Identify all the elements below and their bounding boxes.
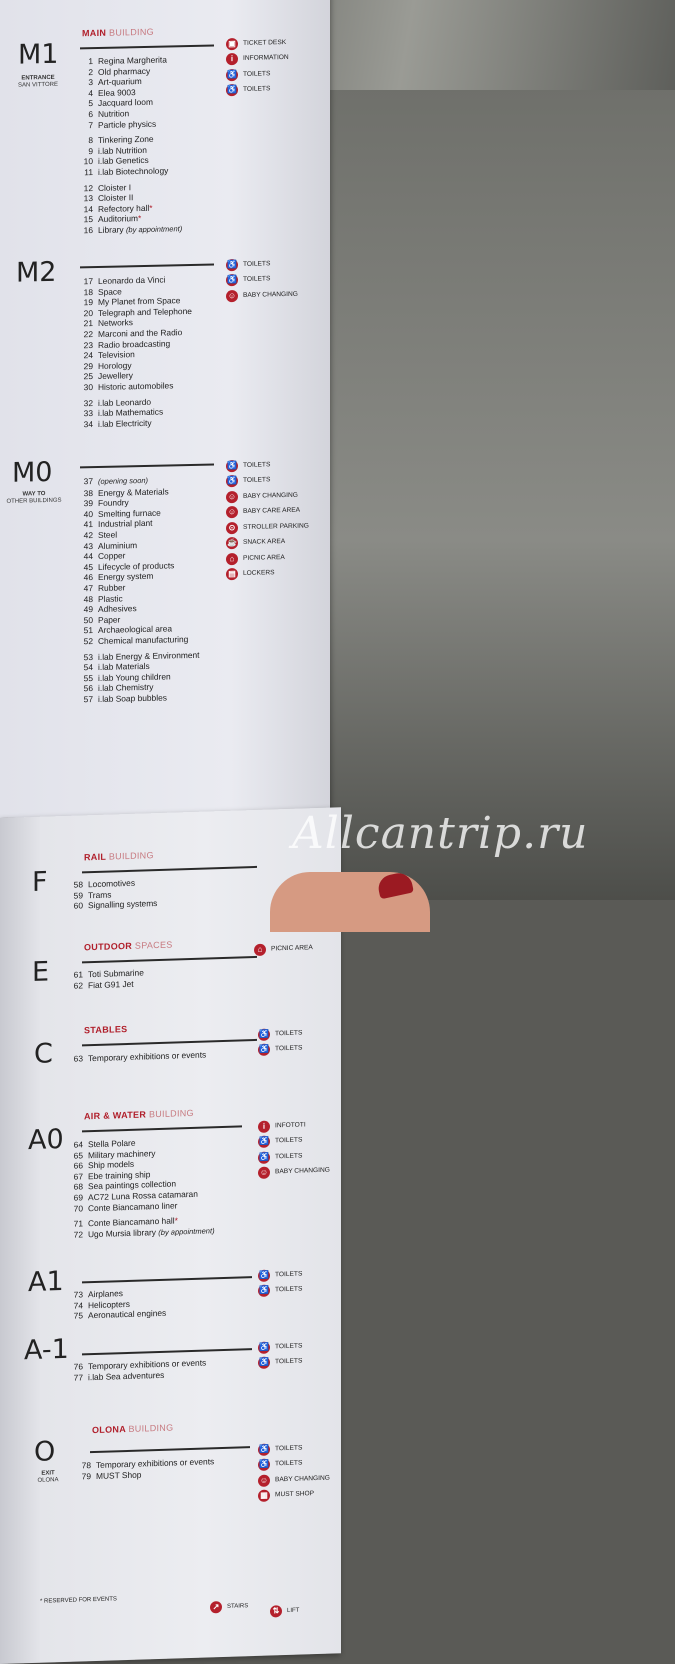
divider (80, 464, 214, 469)
item-label: Regina Margherita (98, 54, 167, 66)
item-number: 2 (88, 66, 93, 77)
service-label: TOILETS (243, 461, 271, 469)
list-item (66, 1308, 166, 1322)
service-label: TOILETS (275, 1444, 303, 1453)
list-a1 (66, 1287, 166, 1322)
services-a1 (258, 1266, 302, 1298)
item-number: 11 (84, 166, 93, 178)
item-label: i.lab Energy & Environment (98, 649, 200, 662)
item-number: 75 (73, 1310, 83, 1321)
item-number: 21 (83, 318, 93, 329)
service-label: BABY CARE AREA (243, 506, 301, 516)
services-a-minus1 (258, 1338, 302, 1370)
stairs-legend: ↗ STAIRS (210, 1600, 248, 1613)
item-number: 12 (83, 182, 93, 193)
item-label: i.lab Leonardo (98, 396, 152, 408)
item-label: Chemical manufacturing (98, 633, 189, 646)
service-item (258, 1471, 330, 1489)
item-number: 74 (73, 1299, 83, 1311)
item-label: Toti Submarine (88, 967, 144, 980)
divider (82, 956, 257, 963)
service-item (226, 519, 309, 536)
service-item (226, 550, 309, 567)
item-label: Conte Biancamano hall* (88, 1215, 178, 1229)
toilets-icon: ♿ (258, 1459, 270, 1471)
service-item (254, 940, 313, 957)
item-label: Temporary exhibitions or events (88, 1357, 207, 1372)
item-label: Historic automobiles (98, 380, 174, 392)
level-c-label: C (34, 1038, 53, 1070)
item-label: Plastic (98, 592, 123, 604)
services-m0 (226, 457, 309, 583)
item-number: 58 (73, 879, 83, 890)
level-m1-sub: ENTRANCE SAN VITTORE (18, 74, 58, 89)
item-number: 16 (83, 224, 93, 236)
item-label: i.lab Nutrition (98, 144, 147, 156)
toilets-icon: ♿ (258, 1285, 270, 1297)
services-m1 (226, 35, 289, 98)
service-label: BABY CHANGING (275, 1166, 330, 1176)
item-label: (opening soon) (98, 475, 149, 486)
item-number: 56 (83, 683, 93, 694)
item-number: 3 (88, 77, 93, 88)
service-label: TOILETS (243, 275, 271, 284)
section-title-outdoor: OUTDOOR SPACES (84, 939, 173, 953)
item-label: Aeronautical engines (88, 1307, 167, 1321)
item-number: 33 (83, 408, 93, 419)
level-a0-label: A0 (28, 1123, 64, 1157)
item-number: 45 (83, 561, 93, 572)
item-label: My Planet from Space (98, 295, 181, 308)
list-e (66, 967, 144, 991)
left-page (0, 0, 330, 818)
toilets-icon: ♿ (226, 259, 238, 271)
level-f-label: F (32, 866, 48, 898)
item-number: 79 (81, 1470, 91, 1482)
item-number: 49 (83, 604, 93, 615)
item-label: Tinkering Zone (98, 133, 154, 146)
service-label: BABY CHANGING (243, 491, 298, 500)
item-number: 63 (73, 1053, 83, 1064)
item-number: 62 (73, 979, 83, 991)
toilets-icon: ♿ (258, 1357, 270, 1369)
picnic-area-icon: ⌂ (254, 943, 266, 955)
item-label: Helicopters (88, 1298, 130, 1310)
service-item (226, 534, 309, 551)
service-label: BABY CHANGING (275, 1474, 330, 1484)
service-label: TOILETS (243, 70, 271, 78)
item-number: 76 (73, 1361, 83, 1372)
service-label: TOILETS (243, 476, 271, 485)
item-number: 4 (88, 87, 93, 98)
service-item (258, 1266, 302, 1283)
item-label: Signalling systems (88, 898, 158, 911)
item-label: Old pharmacy (98, 65, 151, 77)
service-label: STROLLER PARKING (243, 522, 309, 531)
service-label: TOILETS (275, 1152, 303, 1161)
item-label: MUST Shop (96, 1469, 142, 1481)
services-m2 (226, 256, 298, 304)
service-item (226, 81, 289, 98)
list-o (74, 1456, 214, 1482)
item-label: Networks (98, 317, 133, 329)
item-label: AC72 Luna Rossa catamaran (88, 1188, 198, 1203)
level-o-label: O (34, 1436, 56, 1468)
item-number: 70 (73, 1202, 83, 1214)
item-number: 59 (73, 889, 83, 901)
list-item (66, 978, 144, 991)
item-number: 1 (88, 56, 93, 67)
service-label: SNACK AREA (243, 538, 286, 547)
service-label: MUST SHOP (275, 1490, 315, 1499)
item-label: i.lab Soap bubbles (98, 692, 167, 704)
service-label: PICNIC AREA (271, 943, 313, 953)
list-f (66, 877, 157, 912)
item-number: 71 (73, 1218, 83, 1229)
item-label: Ugo Mursia library (by appointment) (88, 1226, 215, 1239)
toilets-icon: ♿ (258, 1443, 270, 1455)
item-label: Marconi and the Radio (98, 327, 183, 339)
level-m2-label: M2 (16, 256, 57, 289)
item-label: Ship models (88, 1158, 135, 1171)
item-number: 54 (83, 662, 93, 673)
divider (82, 1039, 257, 1046)
section-title-olona: OLONA BUILDING (92, 1422, 174, 1436)
toilets-icon: ♿ (258, 1269, 270, 1281)
item-label: i.lab Young children (98, 671, 171, 683)
baby-changing-icon: ☺ (226, 290, 238, 302)
list-a0 (66, 1135, 215, 1241)
stairs-icon: ↗ (210, 1601, 222, 1613)
item-label: Rubber (98, 582, 126, 593)
service-label: TOILETS (275, 1136, 303, 1145)
section-title-air-water: AIR & WATER BUILDING (84, 1107, 194, 1122)
watermark: Allcantrip.ru (292, 808, 589, 859)
item-label: Conte Biancamano liner (88, 1199, 178, 1213)
item-number: 5 (88, 98, 93, 109)
toilets-icon: ♿ (258, 1028, 270, 1040)
service-label: INFORMATION (243, 54, 289, 63)
item-label: Industrial plant (98, 518, 153, 530)
item-label: Adhesives (98, 603, 137, 615)
item-label: Cloister II (98, 192, 134, 204)
toilets-icon: ♿ (258, 1341, 270, 1353)
service-label: TOILETS (275, 1044, 303, 1053)
item-number: 65 (73, 1149, 83, 1161)
item-number: 44 (83, 551, 93, 562)
service-label: TOILETS (243, 260, 271, 268)
item-label: Horology (98, 359, 132, 371)
list-m2 (76, 274, 192, 430)
item-number: 60 (73, 900, 83, 911)
services-o (258, 1440, 330, 1504)
item-number: 15 (83, 214, 93, 225)
toilets-icon: ♿ (258, 1136, 270, 1148)
service-label: TICKET DESK (243, 38, 287, 47)
level-o-sub: EXIT OLONA (37, 1470, 59, 1484)
service-item (258, 1163, 330, 1181)
service-label: TOILETS (275, 1285, 303, 1294)
item-number: 34 (83, 418, 93, 429)
item-number: 29 (83, 360, 93, 371)
item-label: Aluminium (98, 539, 138, 551)
service-item (226, 457, 309, 474)
service-item (258, 1282, 302, 1299)
stroller-parking-icon: ⊙ (226, 522, 238, 534)
divider (82, 1348, 252, 1355)
level-m1-label: M1 (18, 38, 59, 71)
item-label: Jacquard loom (98, 97, 153, 109)
item-number: 9 (88, 145, 93, 156)
level-a1-label: A1 (28, 1265, 64, 1299)
item-number: 66 (73, 1160, 83, 1171)
list-m0 (76, 474, 199, 705)
item-label: Stella Polare (88, 1137, 136, 1150)
section-title-rail: RAIL BUILDING (84, 850, 154, 863)
item-number: 72 (73, 1229, 83, 1240)
item-number: 46 (83, 572, 93, 583)
service-label: TOILETS (275, 1342, 303, 1351)
service-label: TOILETS (243, 85, 271, 94)
item-number: 61 (73, 969, 83, 980)
item-number: 38 (83, 487, 93, 498)
item-number: 52 (83, 635, 93, 647)
snack-area-icon: ☕ (226, 537, 238, 549)
item-number: 40 (83, 508, 93, 520)
item-number: 18 (83, 286, 93, 297)
service-item (258, 1041, 302, 1058)
must-shop-icon: ▦ (258, 1490, 270, 1502)
item-number: 6 (88, 109, 93, 120)
item-number: 32 (83, 397, 93, 408)
item-label: Archaeological area (98, 623, 173, 636)
item-label: Elea 9003 (98, 86, 136, 98)
item-number: 24 (83, 350, 93, 361)
item-number: 41 (83, 519, 93, 530)
item-label: Paper (98, 614, 121, 625)
toilets-icon: ♿ (226, 274, 238, 286)
item-number: 51 (83, 625, 93, 636)
item-label: Military machinery (88, 1147, 156, 1160)
item-label: Fiat G91 Jet (88, 978, 134, 990)
item-number: 55 (83, 672, 93, 683)
item-label: i.lab Electricity (98, 417, 152, 429)
list-item (66, 898, 157, 911)
service-item (226, 66, 289, 83)
item-label: Smelting furnace (98, 507, 161, 519)
service-item (226, 256, 298, 273)
list-a-minus1 (66, 1358, 206, 1384)
toilets-icon: ♿ (258, 1151, 270, 1163)
item-label: Telegraph and Telephone (98, 305, 192, 318)
section-title-main: MAIN BUILDING (82, 26, 154, 39)
section-title-stables: STABLES (84, 1023, 128, 1036)
service-label: INFOTOTI (275, 1121, 306, 1130)
item-label: Airplanes (88, 1288, 123, 1300)
item-label: i.lab Biotechnology (98, 165, 169, 177)
item-number: 22 (83, 329, 93, 340)
divider (80, 264, 214, 269)
service-item (226, 35, 289, 52)
toilets-icon: ♿ (226, 69, 238, 81)
information-icon: i (226, 53, 238, 65)
item-label: Locomotives (88, 877, 136, 890)
service-item (258, 1354, 302, 1371)
level-e-label: E (32, 956, 50, 988)
item-label: i.lab Chemistry (98, 682, 154, 694)
toilets-icon: ♿ (258, 1044, 270, 1056)
service-item (226, 271, 298, 288)
infototi-icon: i (258, 1120, 270, 1132)
ticket-desk-icon: ▣ (226, 38, 238, 50)
service-label: BABY CHANGING (243, 290, 298, 299)
service-item (226, 565, 309, 582)
baby-changing-icon: ☺ (258, 1167, 270, 1179)
list-m1 (76, 54, 182, 237)
item-label: Library (by appointment) (98, 224, 183, 235)
lockers-icon: ▤ (226, 568, 238, 580)
item-label: i.lab Genetics (98, 155, 149, 167)
service-label: TOILETS (275, 1029, 303, 1038)
service-item (258, 1338, 302, 1355)
item-number: 10 (83, 156, 93, 167)
item-label: Ebe training ship (88, 1169, 151, 1182)
toilets-icon: ♿ (226, 84, 238, 96)
item-label: Energy system (98, 571, 154, 583)
item-label: Temporary exhibitions or events (96, 1456, 215, 1470)
item-label: Space (98, 286, 122, 297)
right-page (0, 807, 341, 1664)
toilets-icon: ♿ (226, 460, 238, 472)
lift-icon: ⇅ (270, 1605, 282, 1617)
service-item (226, 287, 298, 304)
divider (80, 45, 214, 50)
item-number: 7 (88, 119, 93, 130)
item-label: i.lab Sea adventures (88, 1369, 165, 1382)
item-label: Temporary exhibitions or events (88, 1049, 207, 1064)
item-number: 13 (83, 193, 93, 204)
item-number: 8 (88, 135, 93, 146)
item-label: Leonardo da Vinci (98, 274, 166, 286)
item-label: Foundry (98, 497, 129, 509)
services-e (254, 940, 313, 957)
list-item (66, 1050, 206, 1065)
footnote: * RESERVED FOR EVENTS (40, 1596, 117, 1605)
item-number: 37 (83, 476, 93, 487)
item-number: 68 (73, 1181, 83, 1193)
baby-changing-icon: ☺ (258, 1474, 270, 1486)
item-label: Refectory hall* (98, 202, 153, 214)
item-label: Television (98, 349, 135, 361)
item-label: Steel (98, 529, 118, 540)
list-item (76, 417, 192, 430)
item-label: Lifecycle of products (98, 560, 175, 572)
divider (82, 866, 257, 873)
item-label: Sea paintings collection (88, 1178, 176, 1192)
services-a0 (258, 1117, 330, 1181)
item-label: Trams (88, 889, 112, 900)
item-number: 30 (83, 381, 93, 393)
item-number: 23 (83, 339, 93, 350)
list-c (66, 1050, 206, 1065)
service-label: TOILETS (275, 1270, 303, 1279)
services-c (258, 1025, 302, 1057)
item-label: Jewellery (98, 370, 133, 382)
item-number: 69 (73, 1192, 83, 1203)
item-number: 17 (83, 276, 93, 287)
service-item (258, 1486, 330, 1504)
item-number: 14 (83, 203, 93, 214)
level-m0-label: M0 (12, 456, 53, 489)
service-label: TOILETS (275, 1459, 303, 1468)
item-label: i.lab Mathematics (98, 406, 164, 419)
item-label: Auditorium* (98, 213, 142, 225)
item-label: Art-quarium (98, 76, 142, 88)
picnic-area-icon: ⌂ (226, 553, 238, 565)
list-item (76, 223, 182, 237)
item-number: 25 (83, 371, 93, 382)
baby-care-area-icon: ☺ (226, 506, 238, 518)
item-number: 73 (73, 1289, 83, 1300)
item-number: 43 (83, 540, 93, 551)
level-a-minus1-label: A-1 (24, 1333, 69, 1367)
item-number: 39 (83, 498, 93, 509)
service-label: LOCKERS (243, 569, 275, 578)
service-item (226, 50, 289, 67)
list-item (76, 692, 199, 705)
divider (82, 1125, 242, 1132)
item-label: Particle physics (98, 118, 157, 130)
divider (90, 1446, 250, 1453)
item-number: 78 (81, 1460, 91, 1471)
toilets-icon: ♿ (226, 475, 238, 487)
service-item (258, 1025, 302, 1042)
item-label: Copper (98, 550, 126, 562)
item-number: 20 (83, 307, 93, 319)
item-number: 50 (83, 614, 93, 625)
service-label: TOILETS (275, 1357, 303, 1366)
item-number: 67 (73, 1171, 83, 1182)
item-number: 47 (83, 582, 93, 594)
item-number: 64 (73, 1139, 83, 1150)
list-item (76, 165, 182, 178)
item-number: 77 (73, 1371, 83, 1383)
item-label: Nutrition (98, 108, 130, 119)
divider (82, 1276, 252, 1283)
item-number: 48 (83, 593, 93, 604)
level-m0-sub: WAY TO OTHER BUILDINGS (6, 491, 62, 505)
item-label: Cloister I (98, 181, 132, 193)
item-label: Radio broadcasting (98, 337, 171, 350)
lift-legend: ⇅ LIFT (270, 1605, 299, 1618)
item-number: 57 (83, 693, 93, 705)
item-number: 19 (83, 297, 93, 308)
baby-changing-icon: ☺ (226, 491, 238, 503)
item-label: i.lab Materials (98, 660, 150, 673)
service-label: PICNIC AREA (243, 553, 285, 562)
item-number: 42 (83, 530, 93, 541)
item-label: Energy & Materials (98, 486, 169, 498)
item-number: 53 (83, 651, 93, 662)
